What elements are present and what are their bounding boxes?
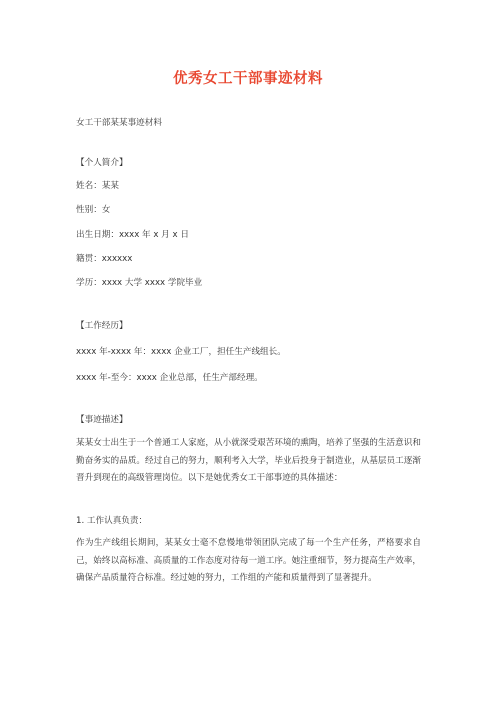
deeds-point-title: 1. 工作认真负责： xyxy=(76,516,148,526)
work-heading: 【工作经历】 xyxy=(76,321,128,331)
deeds-heading: 【事迹描述】 xyxy=(76,415,128,425)
profile-origin: 籍贯：xxxxxx xyxy=(76,254,133,264)
profile-heading: 【个人简介】 xyxy=(76,158,128,168)
work-item: xxxx 年-至今：xxxx 企业总部，任生产部经理。 xyxy=(76,373,263,383)
profile-birth: 出生日期：xxxx 年 x 月 x 日 xyxy=(76,230,189,240)
deeds-point-paragraph: 作为生产线组长期间，某某女士毫不怠慢地带领团队完成了每一个生产任务，严格要求自己，始终以高标准、高质量的工作态度对待每一道工序。她注重细节，努力提高生产效率，确保产品质量符合标准。经过她的努力，工作组的产能和质量得到了显著提升。 xyxy=(76,538,421,584)
deeds-intro-paragraph: 某某女士出生于一个普通工人家庭，从小就深受艰苦环境的熏陶，培养了坚强的生活意识和勤奋务实的品质。经过自己的努力，顺利考入大学，毕业后投身于制造业，从基层员工逐渐晋升到现在的高级管理岗位。以下是她优秀女工干部事迹的具体描述： xyxy=(76,438,421,484)
document-title: 优秀女工干部事迹材料 xyxy=(173,71,323,87)
work-item: xxxx 年-xxxx 年：xxxx 企业工厂，担任生产线组长。 xyxy=(76,347,286,357)
profile-name: 姓名：某某 xyxy=(76,181,119,191)
document-subtitle: 女工干部某某事迹材料 xyxy=(76,118,162,128)
profile-education: 学历：xxxx 大学 xxxx 学院毕业 xyxy=(76,278,203,288)
profile-gender: 性别：女 xyxy=(76,205,111,215)
